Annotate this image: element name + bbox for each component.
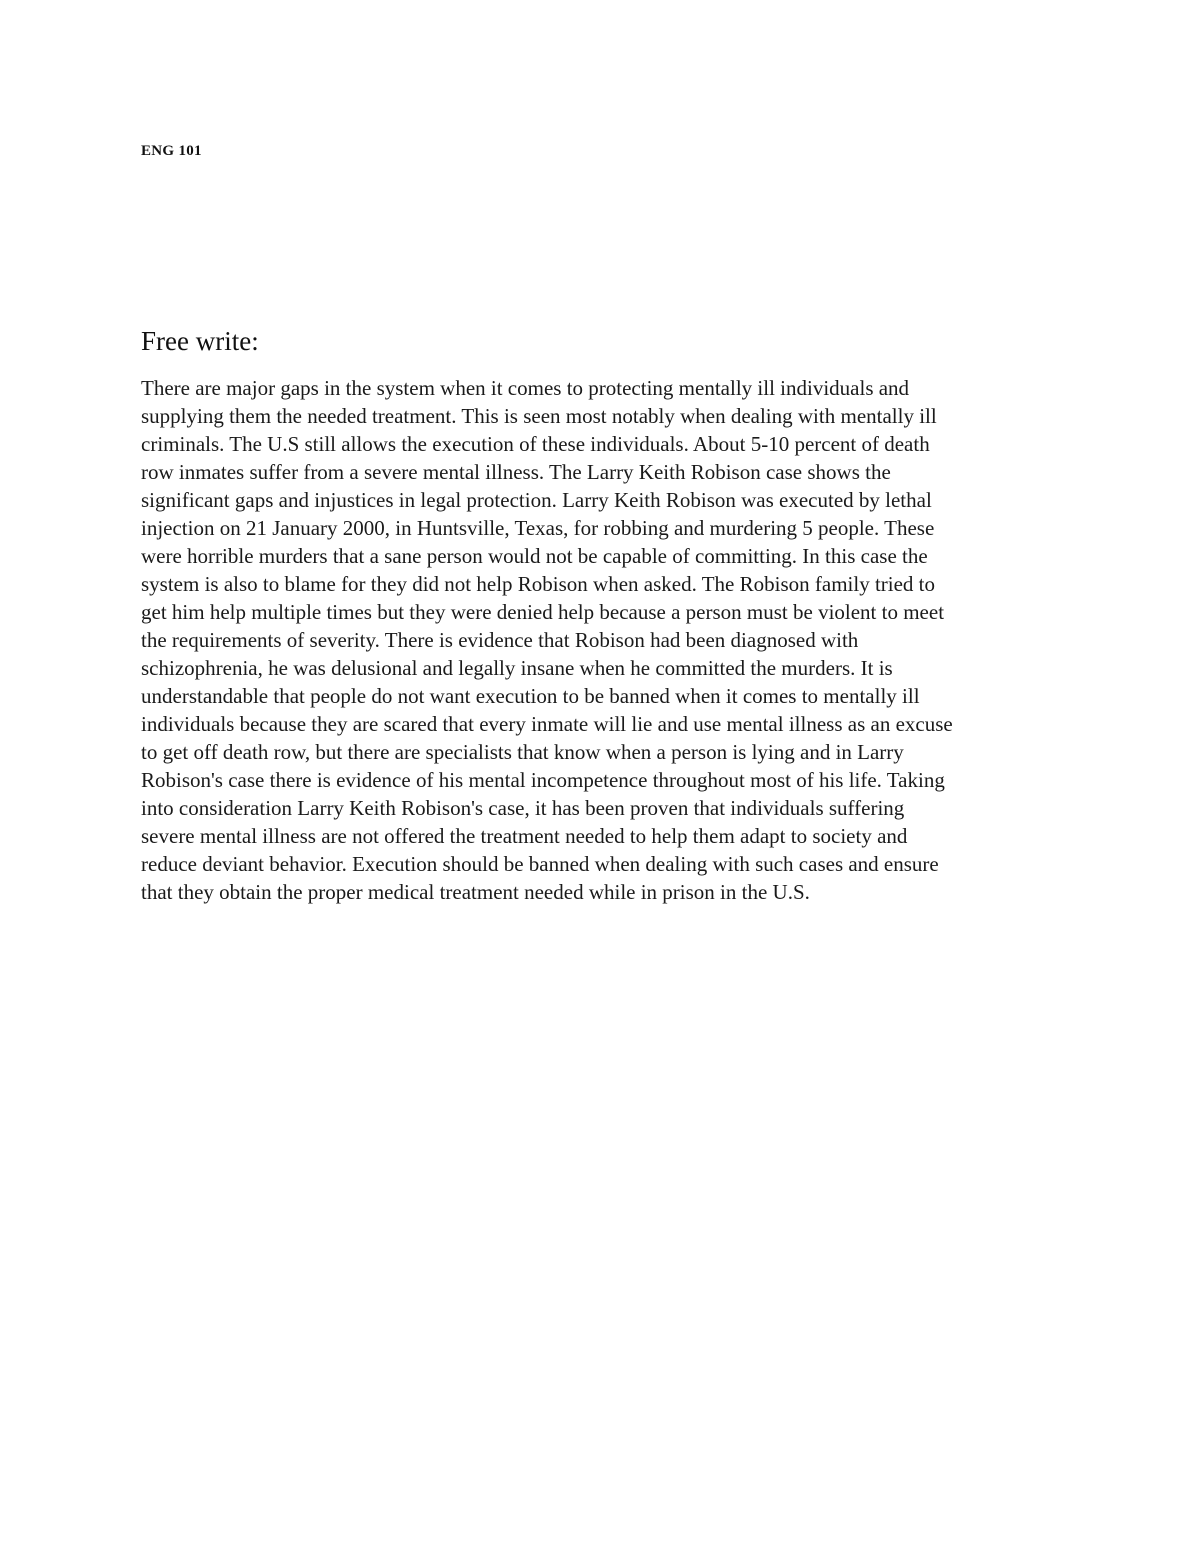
paragraph-line: injection on 21 January 2000, in Huntsville, Texas, for robbing and murdering 5 people. These (141, 516, 935, 540)
paragraph-line: understandable that people do not want execution to be banned when it comes to mentally ill (141, 684, 920, 708)
paragraph-line: Robison's case there is evidence of his mental incompetence throughout most of his life. Taking (141, 768, 945, 792)
paragraph-line: individuals because they are scared that every inmate will lie and use mental illness as an excuse (141, 712, 953, 736)
section-title: Free write: (141, 326, 259, 356)
paragraph-line: significant gaps and injustices in legal protection. Larry Keith Robison was executed by lethal (141, 488, 932, 512)
paragraph-line: criminals. The U.S still allows the execution of these individuals. About 5-10 percent of death (141, 432, 930, 456)
paragraph-line: severe mental illness are not offered the treatment needed to help them adapt to society and (141, 824, 908, 848)
paragraph-line: schizophrenia, he was delusional and legally insane when he committed the murders. It is (141, 656, 893, 680)
paragraph-line: system is also to blame for they did not help Robison when asked. The Robison family tried to (141, 572, 936, 596)
paragraph-line: get him help multiple times but they were denied help because a person must be violent to meet (141, 600, 945, 624)
paragraph-line: to get off death row, but there are specialists that know when a person is lying and in Larry (141, 740, 904, 764)
paragraph-line: There are major gaps in the system when it comes to protecting mentally ill individuals and (141, 376, 910, 400)
paragraph-line: row inmates suffer from a severe mental illness. The Larry Keith Robison case shows the (141, 460, 891, 484)
paragraph-line: supplying them the needed treatment. This is seen most notably when dealing with mentally ill (141, 404, 937, 428)
paragraph-line: reduce deviant behavior. Execution should be banned when dealing with such cases and ensure (141, 852, 939, 876)
paragraph-line: that they obtain the proper medical treatment needed while in prison in the U.S. (141, 880, 810, 904)
course-header: ENG 101 (141, 143, 202, 159)
paragraph-line: were horrible murders that a sane person would not be capable of committing. In this case the (141, 544, 928, 568)
paragraph-line: into consideration Larry Keith Robison's case, it has been proven that individuals suffering (141, 796, 905, 820)
paragraph-line: the requirements of severity. There is evidence that Robison had been diagnosed with (141, 628, 859, 652)
body-paragraph (141, 374, 1056, 906)
